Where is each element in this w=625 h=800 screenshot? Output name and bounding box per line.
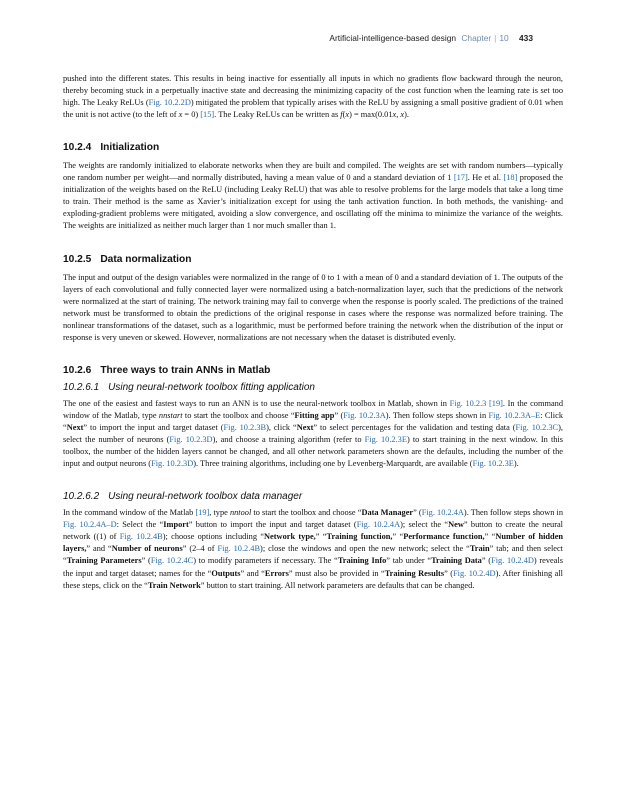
subsection-heading-10-2-6-2: 10.2.6.2 Using neural-network toolbox data manager [63,491,303,503]
intro-paragraph: pushed into the different states. This results in being inactive for essentially all inputs in which no gradients flow backward through the neuron, thereby becoming stuck in a perpetually inactive state and decreasing the minimizing capacity of the cost function when the learning rate is set too high. The Leaky ReLUs (Fig. 10.2.2D) mitigated the problem that typically arises with the ReLU by assigning a small positive gradient of 0.01 when the unit is not active (to the left of x = 0) [15]. The Leaky ReLUs can be written as f(x) = max(0.01x, x). [63,74,563,120]
figure-link[interactable]: Fig. 10.2.3 [449,398,487,408]
body-text [63,73,563,592]
running-header [329,33,533,43]
header-separator: | [494,33,497,43]
figure-link[interactable]: Fig. 10.2.4A [421,508,464,518]
figure-link[interactable]: Fig. 10.2.4D [491,556,534,566]
reference-link[interactable]: [19] [195,508,210,518]
figure-link[interactable]: Fig. 10.2.2D [148,98,191,108]
figure-link[interactable]: Fig. 10.2.3A [343,410,386,420]
page-number: 433 [519,33,533,43]
figure-link[interactable]: Fig. 10.2.3B [223,423,267,433]
figure-link[interactable]: Fig. 10.2.3C [515,423,559,433]
reference-link[interactable]: [17] [453,173,468,183]
figure-link[interactable]: Fig. 10.2.3D [151,459,194,469]
chapter-label: Chapter [461,33,492,43]
normalization-paragraph: The input and output of the design variables were normalized in the range of 0 to 1 with a mean of 0 and a standard deviation of 1. The outputs of the layers of each convolutional and fully connected layer were normalized using a batch-normalization layer, such that the predictions of the network were normalized at the start of training. The network training may fail to converge when the response is poorly scaled. The predictions of the trained network must be transformed to obtain the predictions of the original response in cases where the response was normalized before training. The nonlinear transformations of the dataset, such as a logarithmic, must be performed before training the network when the distribution of the input or response is very uneven or skewed. However, normalizations are not necessary when the dataset is distributed evenly. [63,272,563,342]
section-heading-10-2-5: 10.2.5 Data normalization [63,253,192,265]
chapter-number: 10 [499,33,509,43]
section-heading-10-2-4: 10.2.4 Initialization [63,142,160,154]
figure-link[interactable]: Fig. 10.2.3E [364,435,407,445]
figure-link[interactable]: Fig. 10.2.3E [472,459,514,469]
figure-link[interactable]: Fig. 10.2.4A–D [63,520,117,530]
reference-link[interactable]: [18] [503,173,518,183]
data-manager-paragraph: In the command window of the Matlab [19], type nntool to start the toolbox and choose “Data Manager” (Fig. 10.2.4A). Then follow steps shown in Fig. 10.2.4A–D: Select the “Import” button to import the input and target dataset (Fig. 10.2.4A); select the “New” button to create the neural network ((1) of Fig. 10.2.4B); choose options including “Network type,” “Training function,” “Performance function,” “Number of hidden layers,” and “Number of neurons” (2–4 of Fig. 10.2.4B); close the windows and open the new network; select the “Train” tab; and then select “Training Parameters” (Fig. 10.2.4C) to modify parameters if necessary. The “Training Info” tab under “Training Data” (Fig. 10.2.4D) reveals the input and target dataset; names for the “Outputs” and “Errors” must also be provided in “Training Results” (Fig. 10.2.4D). After finishing all these steps, click on the “Train Network” button to start training. All network parameters are defaults that can be changed. [63,508,564,590]
running-title: Artificial-intelligence-based design [329,33,457,43]
reference-link[interactable]: [19] [489,398,503,408]
fitting-app-paragraph: The one of the easiest and fastest ways to run an ANN is to use the neural-network toolbox in Matlab, shown in Fig. 10.2.3 [19]. In the command window of the Matlab, type nnstart to start the toolbox and choose “Fitting app” (Fig. 10.2.3A). Then follow steps shown in Fig. 10.2.3A–E: Click “Next” to import the input and target dataset (Fig. 10.2.3B), click “Next” to select percentages for the validation and testing data (Fig. 10.2.3C), select the number of neurons (Fig. 10.2.3D), and choose a training algorithm (refer to Fig. 10.2.3E) to start training in the next window. In this toolbox, the number of the hidden layers cannot be changed, and all other network parameters shown are the defaults, including the number of the input and output neurons (Fig. 10.2.3D). Three training algorithms, including one by Levenberg-Marquardt, are available (Fig. 10.2.3E). [63,398,564,469]
figure-link[interactable]: Fig. 10.2.3D [169,435,213,445]
figure-link[interactable]: Fig. 10.2.4B [119,532,163,542]
subsection-heading-10-2-6-1: 10.2.6.1 Using neural-network toolbox fitting application [63,381,315,393]
reference-link[interactable]: [15] [200,110,215,120]
figure-link[interactable]: Fig. 10.2.4B [217,544,261,554]
section-heading-10-2-6: 10.2.6 Three ways to train ANNs in Matlab [63,364,271,376]
figure-link[interactable]: Fig. 10.2.4A [356,520,401,530]
initialization-paragraph: The weights are randomly initialized to elaborate networks when they are built and compiled. The weights are set with random numbers—typically one random number per weight—and normally distributed, having a mean value of 0 and a standard deviation of 1 [17]. He et al. [18] proposed the initialization of the weights based on the ReLU (including Leaky ReLU) that was able to resolve problems for the large models that take a long time to train. Their method is the same as Xavier’s initialization except for using the tanh activation function. In both methods, the vanishing- and exploding-gradient problems were mitigated, avoiding a slow convergence, and oscillating off the minima to minimize the variance of the weights. The weights are initialized as neither much larger than 1 nor much smaller than 1. [63,161,563,231]
figure-link[interactable]: Fig. 10.2.3A–E [488,410,541,420]
figure-link[interactable]: Fig. 10.2.4D [453,568,496,578]
figure-link[interactable]: Fig. 10.2.4C [150,556,194,566]
